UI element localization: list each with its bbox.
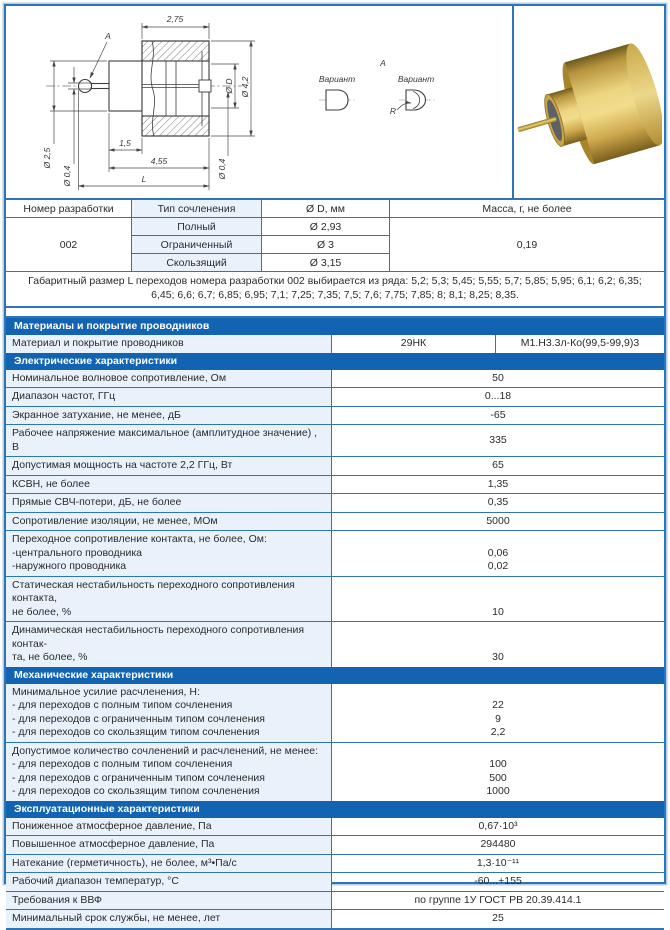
spec-value: 100 500 1000 — [486, 758, 510, 797]
cell-dev-number: 002 — [6, 218, 132, 272]
spec-value: 25 — [492, 912, 504, 924]
connector-outline — [79, 41, 212, 136]
dim-label: 2,75 — [166, 14, 184, 24]
spec-value: 1,35 — [487, 477, 509, 490]
spec-label: Материал и покрытие проводников — [6, 335, 332, 353]
table-row — [6, 475, 664, 494]
spec-label: Допустимое количество сочленений и расчленений, не менее: - для переходов с полным типом сочленения - для переходов с ограниченным типом сочленения - для переходов со скользящим типом сочленения — [6, 743, 332, 801]
variant2-view — [397, 90, 436, 110]
table-row — [6, 406, 664, 425]
technical-drawing — [6, 6, 512, 198]
spec-value: -60...+155 — [474, 875, 522, 887]
table-row-decoupling-force — [6, 684, 664, 742]
table-row — [6, 424, 664, 456]
cell-d-limited: Ø 3 — [262, 236, 390, 254]
section-header-mechanical: Механические характеристики — [6, 667, 664, 684]
table-row — [6, 493, 664, 512]
dim-label: Ø 2,5 — [42, 147, 52, 169]
table-row — [6, 370, 664, 388]
table-row — [6, 456, 664, 475]
spec-value: 0,35 — [487, 496, 509, 508]
spec-label: Статическая нестабильность переходного сопротивления контакта, не более, % — [6, 577, 332, 622]
callout-a-leader — [90, 42, 107, 78]
spec-label: Динамическая нестабильность переходного сопротивления контак- та, не более, % — [6, 622, 332, 667]
datasheet-page — [4, 4, 666, 924]
development-table — [6, 200, 664, 308]
spec-value-material-1: 29НК — [332, 335, 496, 353]
table-row — [6, 854, 664, 873]
spec-label: Пониженное атмосферное давление, Па — [6, 818, 332, 836]
spec-value: 0,67·10³ — [478, 819, 518, 832]
spec-value: 65 — [492, 459, 504, 471]
header-coupling-type: Тип сочленения — [132, 200, 262, 218]
spec-value: 1,3·10⁻¹¹ — [476, 856, 520, 869]
table-row — [6, 909, 664, 928]
dimension-flange-width — [142, 23, 209, 39]
table-row — [6, 335, 664, 353]
table-row — [6, 891, 664, 910]
spec-value: 335 — [489, 433, 507, 446]
dim-label: L — [141, 174, 147, 184]
spec-label: Повышенное атмосферное давление, Па — [6, 836, 332, 854]
spec-value: 30 — [492, 651, 504, 663]
table-row — [6, 512, 664, 531]
cell-d-full: Ø 2,93 — [262, 218, 390, 236]
variant1-label: Вариант — [318, 74, 356, 84]
size-note: Габаритный размер L переходов номера разработки 002 выбирается из ряда: 5,2; 5,3; 5,45; 5,55; 5,7; 5,85; 5,95; 6,1; 6,2; 6,35; 6,45; 6,6; 6,7; 6,85; 6,95; 7,1; 7,25; 7,35; 7,5; 7,6; 7,75; 7,85; 8; 8,1; 8,25; 8,35. — [6, 272, 664, 306]
radius-label: R — [389, 106, 397, 116]
table-row-dynamic-instability — [6, 621, 664, 667]
variant2-label: Вариант — [397, 74, 435, 84]
spec-label: Натекание (герметичность), не более, м³•Па/с — [6, 855, 332, 873]
section-header-electrical: Электрические характеристики — [6, 353, 664, 370]
dim-label: Ø D — [224, 78, 234, 94]
cell-type-full: Полный — [132, 218, 262, 236]
spec-value: 22 9 2,2 — [490, 699, 506, 738]
connector-photo — [514, 6, 662, 198]
spec-label: Диапазон частот, ГГц — [6, 388, 332, 406]
section-header-operational: Эксплуатационные характеристики — [6, 801, 664, 818]
technical-drawing-box — [6, 6, 514, 198]
spec-label: Номинальное волновое сопротивление, Ом — [6, 370, 332, 388]
table-row-mating-cycles — [6, 742, 664, 801]
section-header-materials: Материалы и покрытие проводников — [6, 318, 664, 335]
spec-label: Минимальный срок службы, не менее, лет — [6, 910, 332, 928]
dim-label: Ø 0,4 — [217, 158, 227, 180]
callout-a-label: A — [105, 31, 111, 41]
dim-label: 1,5 — [119, 138, 131, 148]
variant1-view — [319, 90, 356, 110]
cell-mass: 0,19 — [390, 218, 664, 272]
table-row — [6, 818, 664, 836]
spec-label: Переходное сопротивление контакта, не более, Ом: -центрального проводника -наружного проводника — [6, 531, 332, 576]
top-section — [6, 6, 664, 200]
table-row-static-instability — [6, 576, 664, 622]
header-dev-number: Номер разработки — [6, 200, 132, 218]
spec-value: 294480 — [480, 838, 516, 850]
spec-label: Рабочий диапазон температур, °С — [6, 873, 332, 891]
spec-value: 50 — [492, 371, 504, 384]
spec-table — [6, 316, 664, 930]
cell-type-sliding: Скользящий — [132, 254, 262, 272]
spec-label: Допустимая мощность на частоте 2,2 ГГц, Вт — [6, 457, 332, 475]
spec-label: КСВН, не более — [6, 476, 332, 494]
spec-value-material-2: М1.Н3.3л-Ко(99,5-99,9)3 — [520, 337, 640, 349]
table-row — [6, 387, 664, 406]
table-row — [6, 835, 664, 854]
dim-label: Ø 0,4 — [62, 165, 72, 187]
dim-label: Ø 4,2 — [240, 76, 250, 98]
spec-value: 0,06 0,02 — [487, 546, 509, 572]
dim-label: 4,55 — [150, 156, 168, 166]
header-mass: Масса, г, не более — [390, 200, 664, 218]
spec-value: -65 — [490, 408, 506, 421]
spec-label: Требования к ВВФ — [6, 892, 332, 910]
spec-label: Прямые СВЧ-потери, дБ, не более — [6, 494, 332, 512]
spec-label: Экранное затухание, не менее, дБ — [6, 407, 332, 425]
cell-d-sliding: Ø 3,15 — [262, 254, 390, 272]
table-row-contact-resistance — [6, 530, 664, 576]
header-diameter: Ø D, мм — [262, 200, 390, 218]
photo-area — [514, 6, 664, 198]
spec-label: Рабочее напряжение максимальное (амплитудное значение) , В — [6, 425, 332, 456]
view-a-label: A — [380, 58, 386, 68]
cell-type-limited: Ограниченный — [132, 236, 262, 254]
spec-value: 10 — [492, 605, 504, 618]
spec-value: по группе 1У ГОСТ РВ 20.39.414.1 — [414, 893, 582, 906]
spec-value: 5000 — [486, 514, 510, 527]
spec-label: Минимальное усилие расчленения, Н: - для переходов с полным типом сочленения - для переходов с ограниченным типом сочленения - для переходов со скользящим типом сочленения — [6, 684, 332, 742]
spec-label: Сопротивление изоляции, не менее, МОм — [6, 513, 332, 531]
spec-value: 0...18 — [484, 390, 512, 402]
